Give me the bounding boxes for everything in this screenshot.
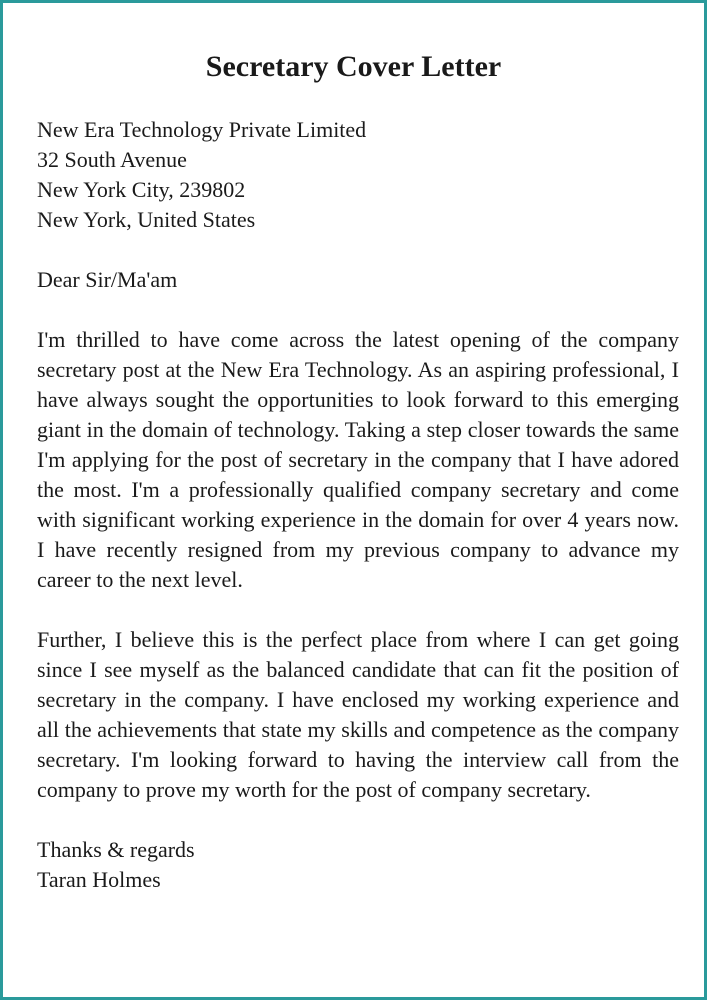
address-city: New York City, 239802 [37,177,246,202]
spacer [37,235,679,265]
address-state-country: New York, United States [37,207,256,232]
signature-name: Taran Holmes [37,867,161,892]
page-title: Secretary Cover Letter [205,50,502,83]
recipient-address [37,115,679,235]
closing: Thanks & regards [37,837,195,862]
address-street: 32 South Avenue [37,147,187,172]
paragraph-1: I'm thrilled to have come across the latest opening of the company secretary post at the New Era Technology. As an aspiring professional, I have always sought the opportunities to look forward to this emerging giant in the domain of technology. Taking a step closer towards the same I'm applying for the post of secretary in the company that I have adored the most. I'm a professionally qualified company secretary and come with significant working experience in the domain for over 4 years now. I have recently resigned from my previous company to advance my career to the next level. [37,327,679,592]
letter-body [37,115,679,895]
spacer [37,805,679,835]
salutation: Dear Sir/Ma'am [37,267,178,292]
address-company: New Era Technology Private Limited [37,117,367,142]
spacer [37,595,679,625]
spacer [37,295,679,325]
paragraph-2: Further, I believe this is the perfect place from where I can get going since I see myself as the balanced candidate that can fit the position of secretary in the company. I have enclosed my working experience and all the achievements that state my skills and competence as the company secretary. I'm looking forward to having the interview call from the company to prove my worth for the post of company secretary. [37,627,679,802]
